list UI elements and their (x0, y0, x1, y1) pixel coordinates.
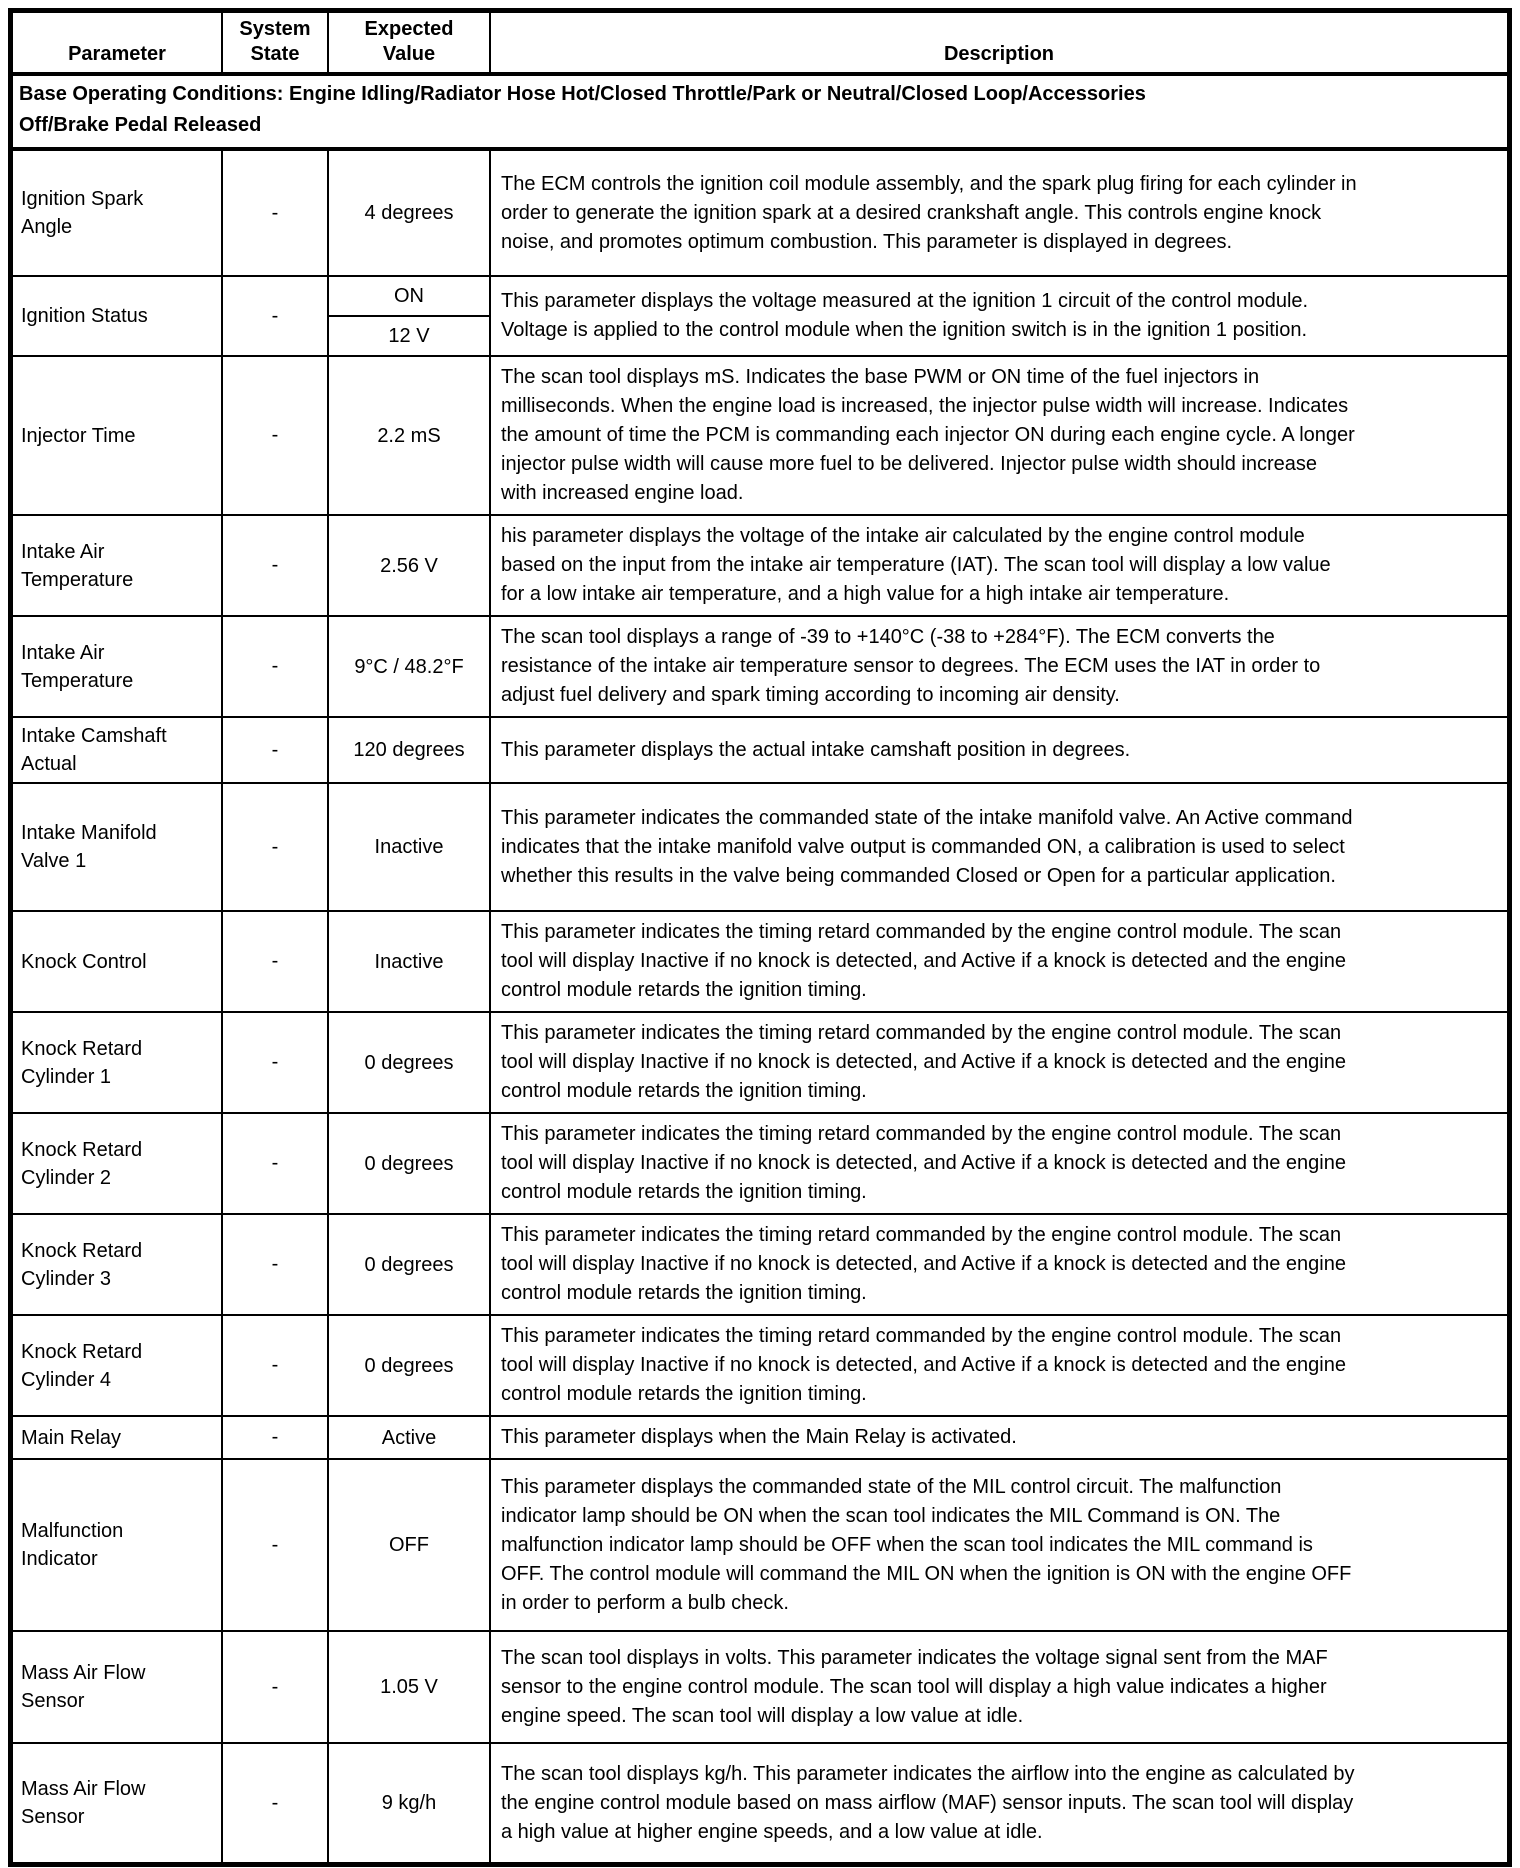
header-expected-value: Expected Value (327, 13, 489, 72)
description-cell: This parameter indicates the timing retard commanded by the engine control module. The scan tool will display Inactive if no knock is detected, and Active if a knock is detected and the engine control module retards the ignition timing. (489, 1114, 1507, 1213)
expected-value-cell: Inactive (327, 912, 489, 1011)
parameter-cell: Intake Camshaft Actual (21, 725, 167, 775)
table-row (13, 1011, 1507, 1112)
expected-value-cell: 2.56 V (327, 516, 489, 615)
description-cell: The scan tool displays in volts. This parameter indicates the voltage signal sent from the MAF sensor to the engine control module. The scan tool will display a high value indicates a higher engine speed. The scan tool will display a low value at idle. (489, 1632, 1507, 1742)
parameter-cell: Ignition Spark Angle (21, 188, 144, 238)
header-description: Description (489, 13, 1507, 72)
description-cell: This parameter displays the voltage measured at the ignition 1 circuit of the control module. Voltage is applied to the control module when the ignition switch is in the ignition 1 position. (489, 277, 1507, 355)
system-state-cell: - (221, 1114, 327, 1213)
expected-value-cell: 0 degrees (327, 1215, 489, 1314)
parameter-cell: Malfunction Indicator (21, 1520, 124, 1570)
expected-value-cell: 0 degrees (327, 1013, 489, 1112)
table-row (13, 355, 1507, 514)
table-row (13, 1213, 1507, 1314)
system-state-cell: - (221, 1744, 327, 1862)
system-state-cell: - (221, 1316, 327, 1415)
system-state-cell: - (221, 617, 327, 716)
parameter-cell: Knock Retard Cylinder 1 (21, 1037, 143, 1088)
description-cell: This parameter displays the commanded state of the MIL control circuit. The malfunction indicator lamp should be ON when the scan tool indicates the MIL Command is ON. The malfunction indicator lamp should be OFF when the scan tool indicates the MIL command is OFF. The control module will command the MIL ON when the ignition is ON with the engine OFF in order to perform a bulb check. (489, 1460, 1507, 1630)
table-row (13, 1458, 1507, 1630)
parameter-cell: Mass Air Flow Sensor (21, 1662, 146, 1712)
description-cell: This parameter displays the actual intake camshaft position in degrees. (489, 718, 1507, 782)
header-parameter: Parameter (68, 43, 166, 65)
system-state-cell: - (221, 912, 327, 1011)
expected-value-cell: 2.2 mS (327, 357, 489, 514)
table-row (13, 1314, 1507, 1415)
expected-value-cell: 0 degrees (327, 1114, 489, 1213)
description-cell: The scan tool displays kg/h. This parameter indicates the airflow into the engine as calculated by the engine control module based on mass airflow (MAF) sensor inputs. The scan tool will display a high value at higher engine speeds, and a low value at idle. (489, 1744, 1507, 1862)
expected-value-cell (327, 277, 489, 355)
section-header-text: Base Operating Conditions: Engine Idling/Radiator Hose Hot/Closed Throttle/Park or Neutral/Closed Loop/Accessories Off/Brake Pedal Released (19, 83, 1146, 136)
system-state-cell: - (221, 1632, 327, 1742)
description-cell: The ECM controls the ignition coil module assembly, and the spark plug firing for each cylinder in order to generate the ignition spark at a desired crankshaft angle. This controls engine knock noise, and promotes optimum combustion. This parameter is displayed in degrees. (489, 151, 1507, 275)
description-cell: This parameter indicates the timing retard commanded by the engine control module. The scan tool will display Inactive if no knock is detected, and Active if a knock is detected and the engine control module retards the ignition timing. (489, 912, 1507, 1011)
expected-value-cell: 9 kg/h (327, 1744, 489, 1862)
parameter-cell: Main Relay (21, 1426, 122, 1449)
system-state-cell: - (221, 277, 327, 355)
table-row (13, 910, 1507, 1011)
parameter-cell: Intake Air Temperature (21, 641, 134, 692)
expected-value-cell: 1.05 V (327, 1632, 489, 1742)
system-state-cell: - (221, 1460, 327, 1630)
system-state-cell: - (221, 1417, 327, 1458)
table-row (13, 275, 1507, 355)
section-header-row (13, 72, 1507, 147)
parameter-cell: Injector Time (21, 424, 136, 447)
description-cell: This parameter indicates the timing retard commanded by the engine control module. The scan tool will display Inactive if no knock is detected, and Active if a knock is detected and the engine control module retards the ignition timing. (489, 1215, 1507, 1314)
table-row (13, 782, 1507, 910)
parameter-cell: Knock Retard Cylinder 4 (21, 1340, 143, 1391)
description-cell: This parameter indicates the timing retard commanded by the engine control module. The scan tool will display Inactive if no knock is detected, and Active if a knock is detected and the engine control module retards the ignition timing. (489, 1316, 1507, 1415)
description-cell: his parameter displays the voltage of the intake air calculated by the engine control module based on the input from the intake air temperature (IAT). The scan tool will display a low value for a low intake air temperature, and a high value for a high intake air temperature. (489, 516, 1507, 615)
table-row (13, 147, 1507, 275)
system-state-cell: - (221, 516, 327, 615)
description-cell: This parameter indicates the commanded state of the intake manifold valve. An Active command indicates that the intake manifold valve output is commanded ON, a calibration is used to select whether this results in the valve being commanded Closed or Open for a particular application. (489, 784, 1507, 910)
parameter-cell: Mass Air Flow Sensor (21, 1778, 146, 1828)
expected-value-cell: 0 degrees (327, 1316, 489, 1415)
system-state-cell: - (221, 1215, 327, 1314)
description-cell: This parameter displays when the Main Relay is activated. (489, 1417, 1507, 1458)
table-row (13, 514, 1507, 615)
table-row (13, 716, 1507, 782)
description-cell: The scan tool displays mS. Indicates the base PWM or ON time of the fuel injectors in milliseconds. When the engine load is increased, the injector pulse width will increase. Indicates the amount of time the PCM is commanding each injector ON during each engine cycle. A longer injector pulse width will cause more fuel to be delivered. Injector pulse width should increase with increased engine load. (489, 357, 1507, 514)
expected-value-cell: Inactive (327, 784, 489, 910)
parameter-table (8, 8, 1512, 1867)
table-header-row (13, 13, 1507, 72)
expected-value-cell: 9°C / 48.2°F (327, 617, 489, 716)
expected-value-cell: 4 degrees (327, 151, 489, 275)
expected-value-cell: 120 degrees (327, 718, 489, 782)
expected-value-cell: Active (327, 1417, 489, 1458)
expected-value-top: ON (394, 285, 424, 307)
parameter-cell: Intake Manifold Valve 1 (21, 822, 157, 872)
table-row (13, 1415, 1507, 1458)
parameter-cell: Knock Retard Cylinder 2 (21, 1138, 143, 1189)
system-state-cell: - (221, 151, 327, 275)
description-cell: The scan tool displays a range of -39 to +140°C (-38 to +284°F). The ECM converts the resistance of the intake air temperature sensor to degrees. The ECM uses the IAT in order to adjust fuel delivery and spark timing according to incoming air density. (489, 617, 1507, 716)
parameter-cell: Intake Air Temperature (21, 540, 134, 591)
description-cell: This parameter indicates the timing retard commanded by the engine control module. The scan tool will display Inactive if no knock is detected, and Active if a knock is detected and the engine control module retards the ignition timing. (489, 1013, 1507, 1112)
parameter-cell: Knock Control (21, 950, 147, 973)
parameter-cell: Knock Retard Cylinder 3 (21, 1239, 143, 1290)
system-state-cell: - (221, 718, 327, 782)
parameter-cell: Ignition Status (21, 305, 148, 327)
table-row (13, 615, 1507, 716)
system-state-cell: - (221, 357, 327, 514)
table-row (13, 1742, 1507, 1862)
expected-value-cell: OFF (327, 1460, 489, 1630)
table-row (13, 1112, 1507, 1213)
expected-value-bottom: 12 V (329, 315, 489, 355)
header-system-state: System State (221, 13, 327, 72)
table-row (13, 1630, 1507, 1742)
system-state-cell: - (221, 1013, 327, 1112)
system-state-cell: - (221, 784, 327, 910)
